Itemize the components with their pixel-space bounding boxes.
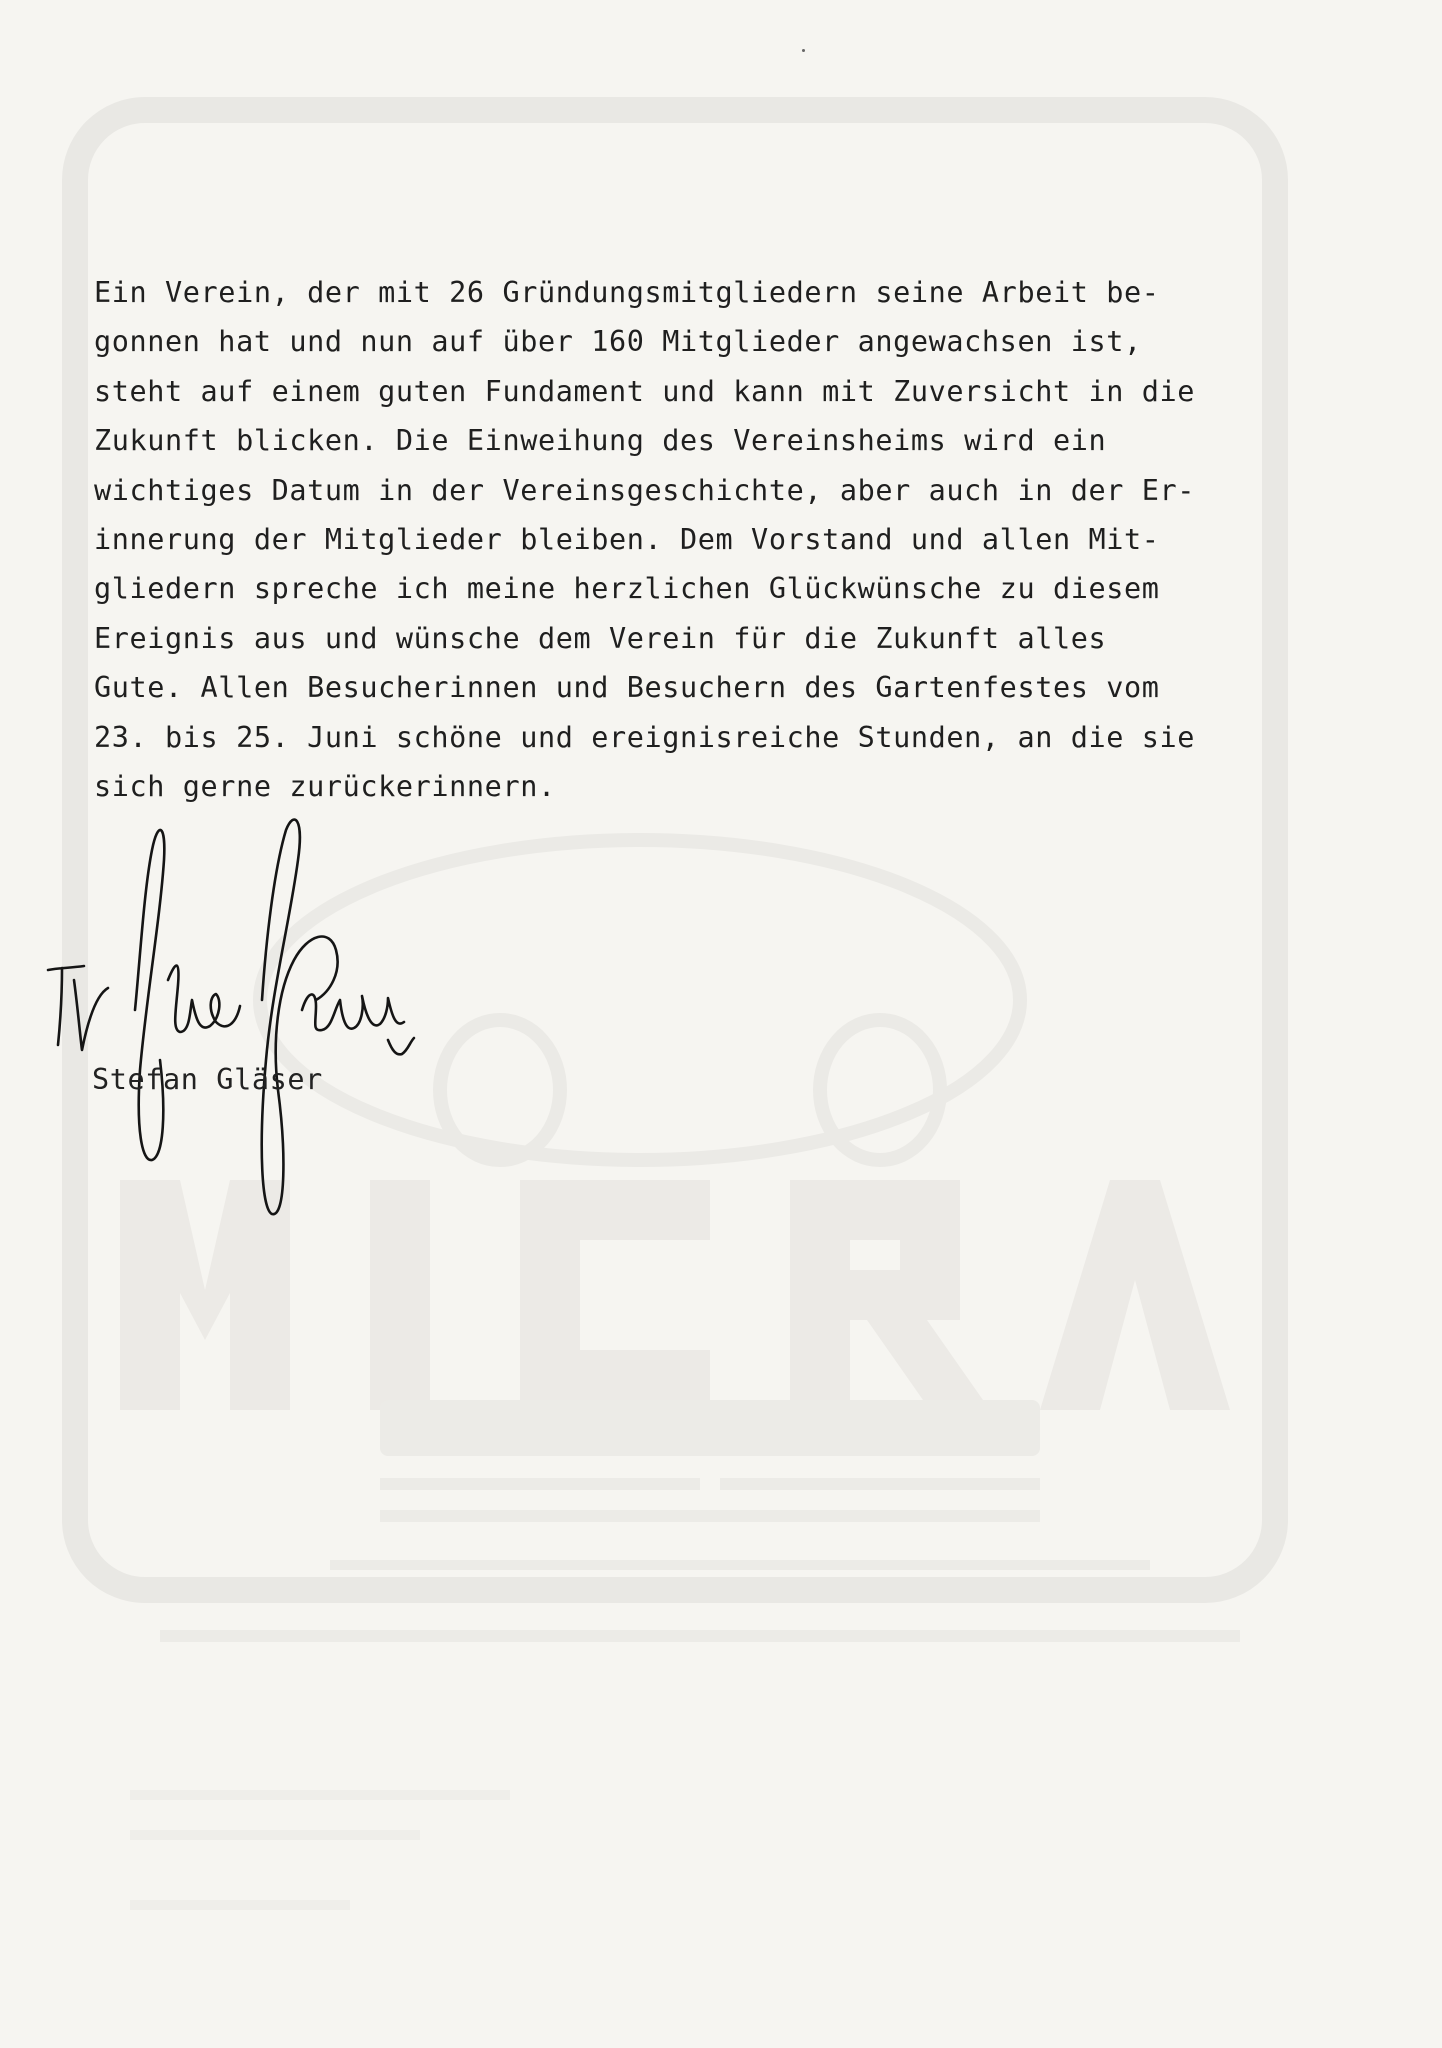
handwritten-signature xyxy=(40,810,430,1230)
letter-line: Zukunft blicken. Die Einweihung des Vereinsheims wird ein xyxy=(94,424,1107,458)
letter-line: Ereignis aus und wünsche dem Verein für die Zukunft alles xyxy=(94,621,1107,655)
letter-line: Ein Verein, der mit 26 Gründungsmitgliedern seine Arbeit be- xyxy=(94,276,1160,309)
letter-line: gliedern spreche ich meine herzlichen Glückwünsche zu diesem xyxy=(94,572,1160,606)
letter-body xyxy=(94,268,1354,811)
letter-line: gonnen hat und nun auf über 160 Mitglieder angewachsen ist, xyxy=(94,325,1142,359)
letter-line: innerung der Mitglieder bleiben. Dem Vorstand und allen Mit- xyxy=(94,523,1160,557)
letter-line: wichtiges Datum in der Vereinsgeschichte, aber auch in der Er- xyxy=(94,473,1196,507)
letter-line: 23. bis 25. Juni schöne und ereignisreiche Stunden, an die sie xyxy=(94,720,1196,754)
letter-line: Gute. Allen Besucherinnen und Besuchern des Gartenfestes vom xyxy=(94,671,1160,705)
letter-line: sich gerne zurückerinnern. xyxy=(94,770,556,804)
paper-speck xyxy=(802,49,805,52)
signer-name: Stefan Gläser xyxy=(92,1063,323,1096)
letter-line: steht auf einem guten Fundament und kann mit Zuversicht in die xyxy=(94,374,1196,408)
